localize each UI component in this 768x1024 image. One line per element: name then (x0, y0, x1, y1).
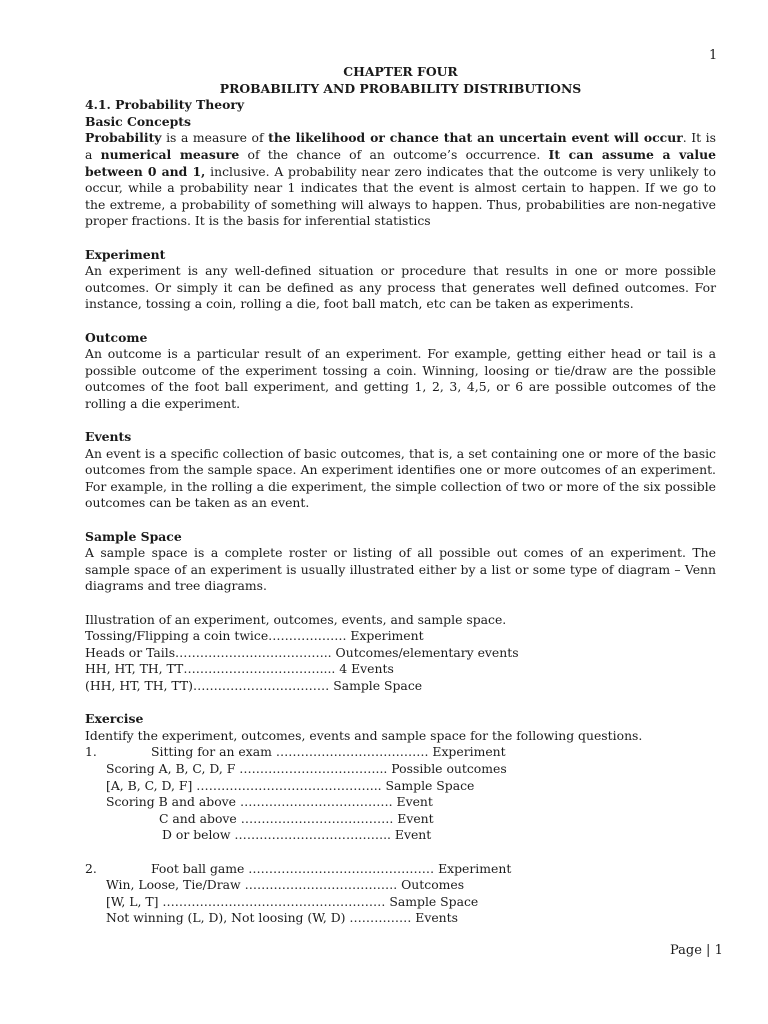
illustration-line: (HH, HT, TH, TT)…………………………… Sample Space (85, 677, 423, 693)
page-number-top: 1 (709, 48, 718, 63)
q1-number: 1. (85, 744, 97, 760)
q1-experiment: Sitting for an exam ………………………………. Experiment (151, 744, 506, 760)
q1-line: Scoring B and above ………………………………. Event (106, 794, 433, 810)
prob-text-2: . It is a (85, 130, 716, 162)
document-body (85, 64, 716, 927)
page-footer: Page | 1 (670, 943, 723, 958)
q1-line: [A, B, C, D, F] ……………………………………... Sample Space (106, 777, 475, 793)
prob-numerical-measure: numerical measure (100, 146, 240, 162)
outcome-paragraph: An outcome is a particular result of an experiment. For example, getting either head or tail is a possible outcome of the experiment tossing a coin. Winning, loosing or tie/draw are the possible outcomes of the foot ball experiment, and getting 1, 2, 3, 4,5, or 6 are possible outcomes of the rolling a die experiment. (85, 346, 716, 411)
q2-line: [W, L, T] ……………………………………………… Sample Space (106, 893, 479, 909)
q2-number: 2. (85, 860, 97, 876)
illustration-line: Heads or Tails……………………………….. Outcomes/elementary events (85, 644, 519, 660)
probability-paragraph (85, 130, 716, 230)
experiment-heading: Experiment (85, 246, 166, 262)
exercise-heading: Exercise (85, 711, 144, 727)
q1-line: Scoring A, B, C, D, F ……………………………... Possible outcomes (106, 760, 507, 776)
prob-text-4: inclusive. A probability near zero indicates that the outcome is very unlikely to occur, while a probability near 1 indicates that the event is almost certain to happen. If we go to the extreme, a probability of something will always to happen. Thus, probabilities are non-negative proper fractions. It is the basis for inferential statistics (85, 163, 716, 229)
q2-line: Not winning (L, D), Not loosing (W, D) …………… Events (106, 910, 458, 926)
q2-experiment: Foot ball game ……………………………………… Experiment (151, 860, 512, 876)
prob-term: Probability (85, 130, 162, 146)
illustration-intro: Illustration of an experiment, outcomes, events, and sample space. (85, 611, 507, 627)
illustration-line: Tossing/Flipping a coin twice………………. Experiment (85, 628, 424, 644)
q1-first-line (85, 744, 716, 761)
prob-text-1: is a measure of (161, 130, 269, 146)
outcome-heading: Outcome (85, 329, 148, 345)
q2-first-line (85, 861, 716, 878)
chapter-label: CHAPTER FOUR (343, 64, 458, 79)
exercise-intro: Identify the experiment, outcomes, events and sample space for the following questions. (85, 727, 643, 743)
q1-line: C and above ………………………………. Event (159, 810, 434, 826)
exercise-q1 (85, 744, 716, 844)
chapter-title: PROBABILITY AND PROBABILITY DISTRIBUTIONS (219, 80, 582, 96)
sample-space-paragraph: A sample space is a complete roster or listing of all possible out comes of an experiment. The sample space of an experiment is usually illustrated either by a list or some type of diagram – Venn diagrams and tree diagrams. (85, 545, 716, 594)
prob-definition: the likelihood or chance that an uncertain event will occur (268, 130, 683, 146)
subheading-basic-concepts: Basic Concepts (85, 113, 191, 129)
illustration-line: HH, HT, TH, TT…………………………….... 4 Events (85, 661, 394, 677)
events-heading: Events (85, 429, 132, 445)
q2-line: Win, Loose, Tie/Draw ………………………………. Outcomes (106, 877, 465, 893)
experiment-paragraph: An experiment is any well-defined situation or procedure that results in one or more possible outcomes. Or simply it can be defined as any process that generates well defined outcomes. For instance, tossing a coin, rolling a die, foot ball match, etc can be taken as experiments. (85, 263, 716, 312)
sample-space-heading: Sample Space (85, 528, 182, 544)
prob-text-3: of the chance of an outcome’s occurrence. (239, 146, 549, 162)
q1-line: D or below ……………………………….. Event (162, 827, 432, 843)
section-heading: 4.1. Probability Theory (85, 97, 245, 113)
events-paragraph: An event is a specific collection of basic outcomes, that is, a set containing one or more of the basic outcomes from the sample space. An experiment identifies one or more outcomes of an experiment. For example, in the rolling a die experiment, the simple collection of two or more of the six possible outcomes can be taken as an event. (85, 445, 716, 511)
prob-range: It can assume a value between 0 and 1, (85, 146, 717, 179)
exercise-q2 (85, 861, 716, 927)
